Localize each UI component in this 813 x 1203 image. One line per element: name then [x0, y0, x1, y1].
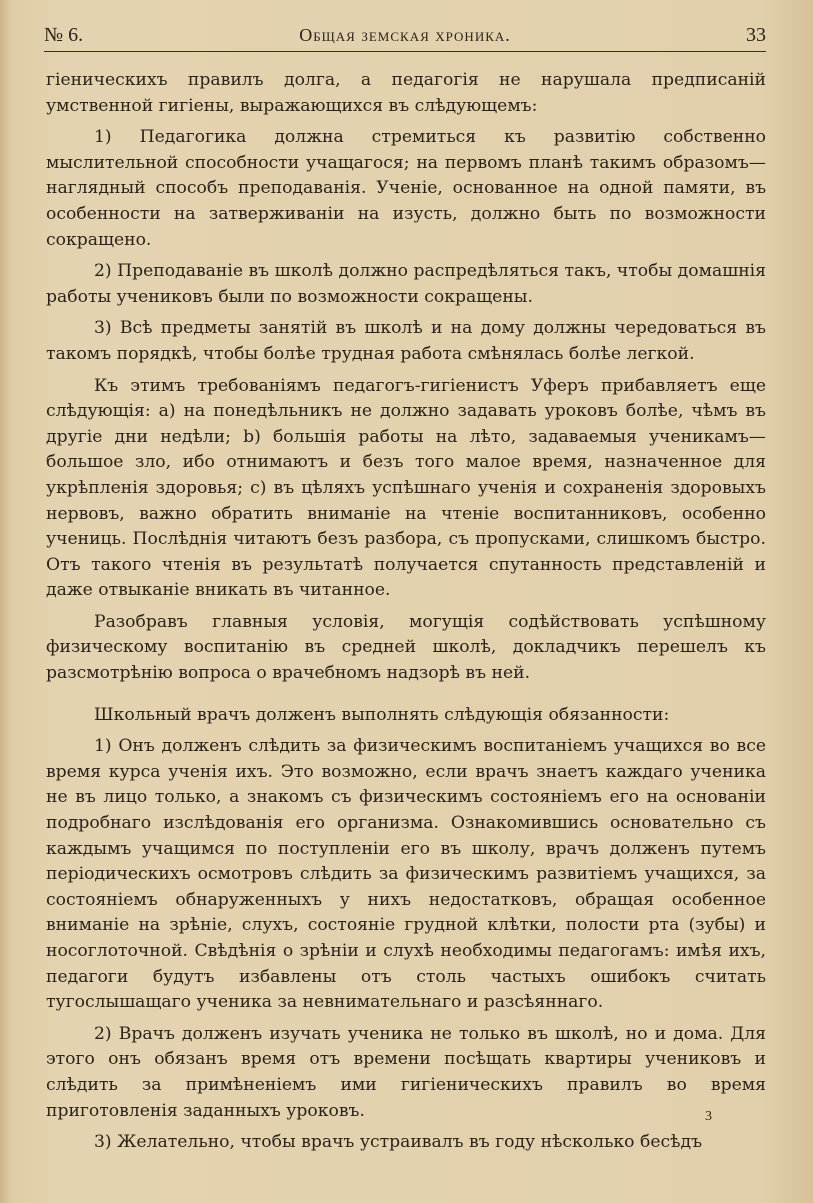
- issue-number: № 6.: [44, 24, 84, 46]
- paragraph: 2) Преподаваніе въ школѣ должно распредѣляться такъ, чтобы домашнія работы учениковъ были по возможности сокращены.: [46, 261, 766, 307]
- paragraph: 1) Онъ долженъ слѣдить за физическимъ воспитаніемъ учащихся во все время курса ученія ихъ. Это возможно, если врачъ знаетъ каждаго ученика не въ лицо только, а знакомъ съ физическимъ состояніемъ его на основаніи подробнаго изслѣдованія его организма. Ознакомившись основательно съ каждымъ учащимся по поступленіи его въ школу, врачъ долженъ путемъ періодическихъ осмотровъ слѣдить за физическимъ развитіемъ учащихся, за состояніемъ обнаруженныхъ у нихъ недостатковъ, обращая особенное вниманіе на зрѣніе, слухъ, состояніе грудной клѣтки, полости рта (зубы) и носоглоточной. Свѣдѣнія о зрѣніи и слухѣ необходимы педагогамъ: имѣя ихъ, педагоги будутъ избавлены отъ столь частыхъ ошибокъ считать тугослышащаго ученика за невнимательнаго и разсѣяннаго.: [46, 736, 766, 1013]
- paragraph: Разобравъ главныя условія, могущія содѣйствовать успѣшному физическому воспитанію въ средней школѣ, докладчикъ перешелъ къ разсмотрѣнію вопроса о врачебномъ надзорѣ въ ней.: [46, 611, 766, 684]
- paragraph: Школьный врачъ долженъ выполнять слѣдующія обязанности:: [94, 704, 670, 725]
- running-header: [44, 24, 766, 48]
- page-number: 33: [746, 24, 766, 46]
- header-rule: [44, 51, 766, 52]
- paragraph: 1) Педагогика должна стремиться къ развитію собственно мыслительной способности учащагося; на первомъ планѣ такимъ образомъ— наглядный способъ преподаванія. Ученіе, основанное на одной памяти, въ особенности на затверживаніи на изусть, должно быть по возможности сокращено.: [46, 127, 766, 250]
- paragraph: Къ этимъ требованіямъ педагогъ-гигіенистъ Уферъ прибавляетъ еще слѣдующія: а) на понедѣльникъ не должно задавать уроковъ болѣе, чѣмъ въ другіе дни недѣли; b) большія работы на лѣто, задаваемыя ученикамъ—большое зло, ибо отнимаютъ и безъ того малое время, назначенное для укрѣпленія здоровья; с) въ цѣляхъ успѣшнаго ученія и сохраненія здоровыхъ нервовъ, важно обратить вниманіе на чтеніе воспитанниковъ, особенно учениць. Послѣднія читаютъ безъ разбора, съ пропусками, слишкомъ быстро. Отъ такого чтенія въ результатѣ получается спутанность представленій и даже отвыканіе вникать въ читанное.: [46, 375, 766, 601]
- paragraph: 3) Желательно, чтобы врачъ устраивалъ въ году нѣсколько бесѣдъ: [94, 1132, 703, 1153]
- paragraph: 2) Врачъ долженъ изучать ученика не только въ школѣ, но и дома. Для этого онъ обязанъ время отъ времени посѣщать квартиры учениковъ и слѣдить за примѣненіемъ ими гигіеническихъ правилъ во время приготовленія заданныхъ уроковъ.: [46, 1023, 766, 1121]
- paragraph: гіеническихъ правилъ долга, а педагогія не нарушала предписаній умственной гигіены, выражающихся въ слѣдующемъ:: [46, 70, 766, 116]
- journal-title: Общая земская хроника.: [299, 25, 511, 45]
- article-body: [46, 68, 766, 1162]
- paragraph: 3) Всѣ предметы занятій въ школѣ и на дому должны чередоваться въ такомъ порядкѣ, чтобы болѣе трудная работа смѣнялась болѣе легкой.: [46, 318, 766, 364]
- signature-mark: 3: [705, 1109, 712, 1124]
